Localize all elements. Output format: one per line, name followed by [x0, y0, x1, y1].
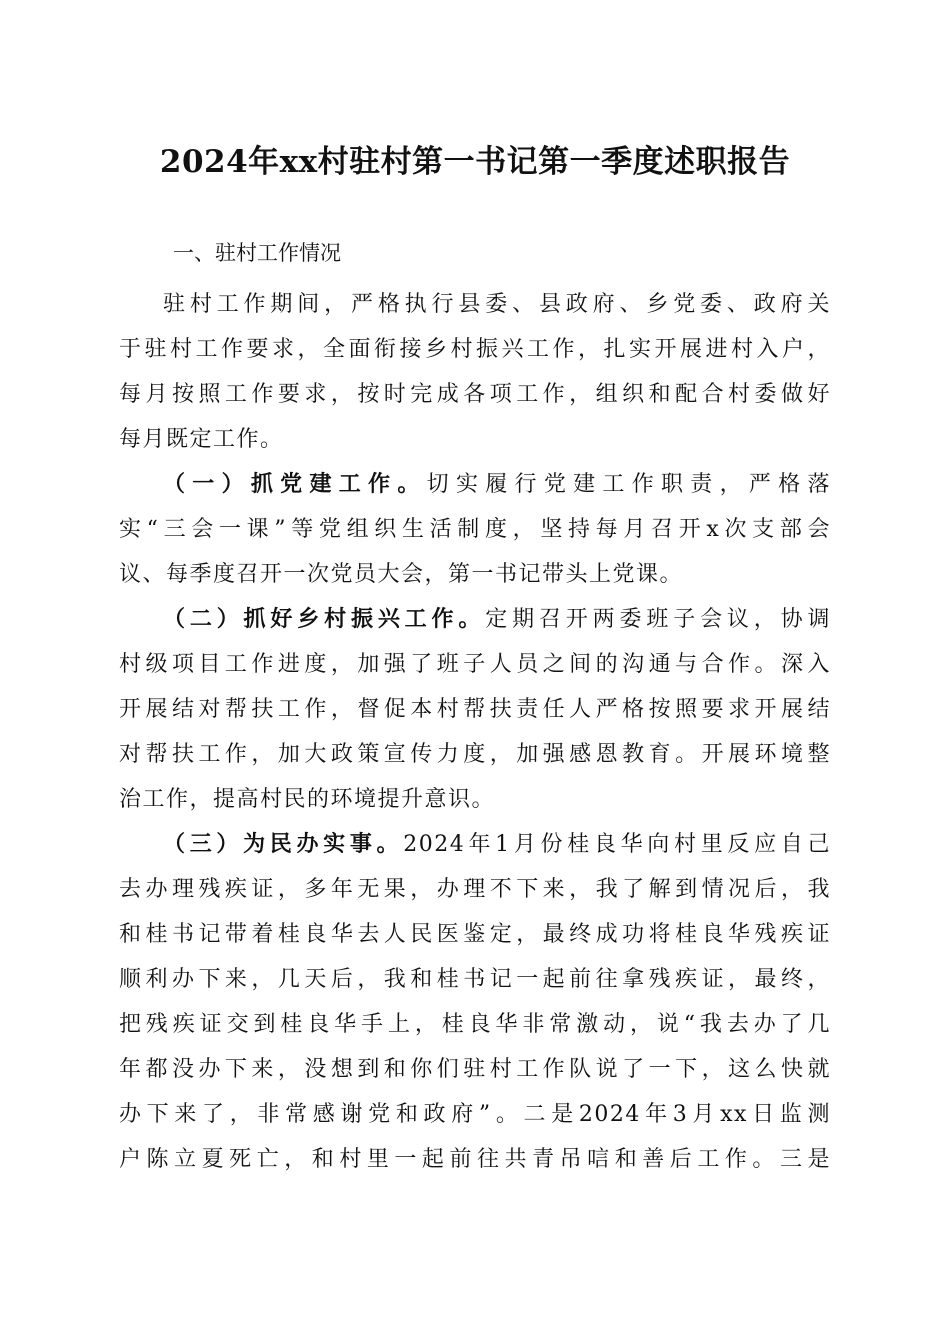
subheading: （一）抓党建工作。 [163, 472, 427, 497]
text-line: 去办理残疾证，多年无果，办理不下来，我了解到情况后，我 [119, 877, 831, 902]
paragraph-rural-revitalization [119, 597, 831, 822]
text-line [119, 822, 831, 867]
text-line: 议、每季度召开一次党员大会，第一书记带头上党课。 [119, 562, 684, 587]
text-line: 每月按照工作要求，按时完成各项工作，组织和配合村委做好 [119, 382, 831, 407]
text-line: 顺利办下来，几天后，我和桂书记一起前往拿残疾证，最终， [119, 967, 831, 992]
paragraph-practical-matters [119, 822, 831, 1182]
text-line: 实“三会一课”等党组织生活制度，坚持每月召开x次支部会 [119, 517, 831, 542]
text-line: 年都没办下来，没想到和你们驻村工作队说了一下，这么快就 [119, 1057, 831, 1082]
text-line: 开展结对帮扶工作，督促本村帮扶责任人严格按照要求开展结 [119, 697, 831, 722]
text-line: 驻村工作期间，严格执行县委、县政府、乡党委、政府关 [163, 292, 831, 317]
text-line: 于驻村工作要求，全面衔接乡村振兴工作，扎实开展进村入户， [119, 337, 831, 362]
document-body [119, 282, 831, 1182]
text-run: 定期召开两委班子会议，协调 [485, 607, 831, 632]
text-line [119, 597, 831, 642]
document-title: 2024年xx村驻村第一书记第一季度述职报告 [159, 144, 791, 180]
text-run: 2024年1月份桂良华向村里反应自己 [403, 832, 831, 857]
subheading: （二）抓好乡村振兴工作。 [163, 607, 486, 632]
text-line: 治工作，提高村民的环境提升意识。 [119, 787, 496, 812]
paragraph-party-building [119, 462, 831, 597]
text-line: 每月既定工作。 [119, 427, 284, 452]
text-line: 和桂书记带着桂良华去人民医鉴定，最终成功将桂良华残疾证 [119, 922, 831, 947]
text-line: 户陈立夏死亡，和村里一起前往共青吊唁和善后工作。三是 [119, 1147, 831, 1172]
text-line: 村级项目工作进度，加强了班子人员之间的沟通与合作。深入 [119, 652, 831, 677]
text-line: 把残疾证交到桂良华手上，桂良华非常激动，说“我去办了几 [119, 1012, 831, 1037]
text-line: 办下来了，非常感谢党和政府”。二是2024年3月xx日监测 [119, 1102, 831, 1127]
text-line: 对帮扶工作，加大政策宣传力度，加强感恩教育。开展环境整 [119, 742, 831, 767]
subheading: （三）为民办实事。 [163, 832, 404, 857]
section-heading: 一、驻村工作情况 [173, 241, 341, 265]
text-run: 切实履行党建工作职责，严格落 [426, 472, 831, 497]
paragraph-work-overview [119, 282, 831, 462]
text-line [119, 462, 831, 507]
